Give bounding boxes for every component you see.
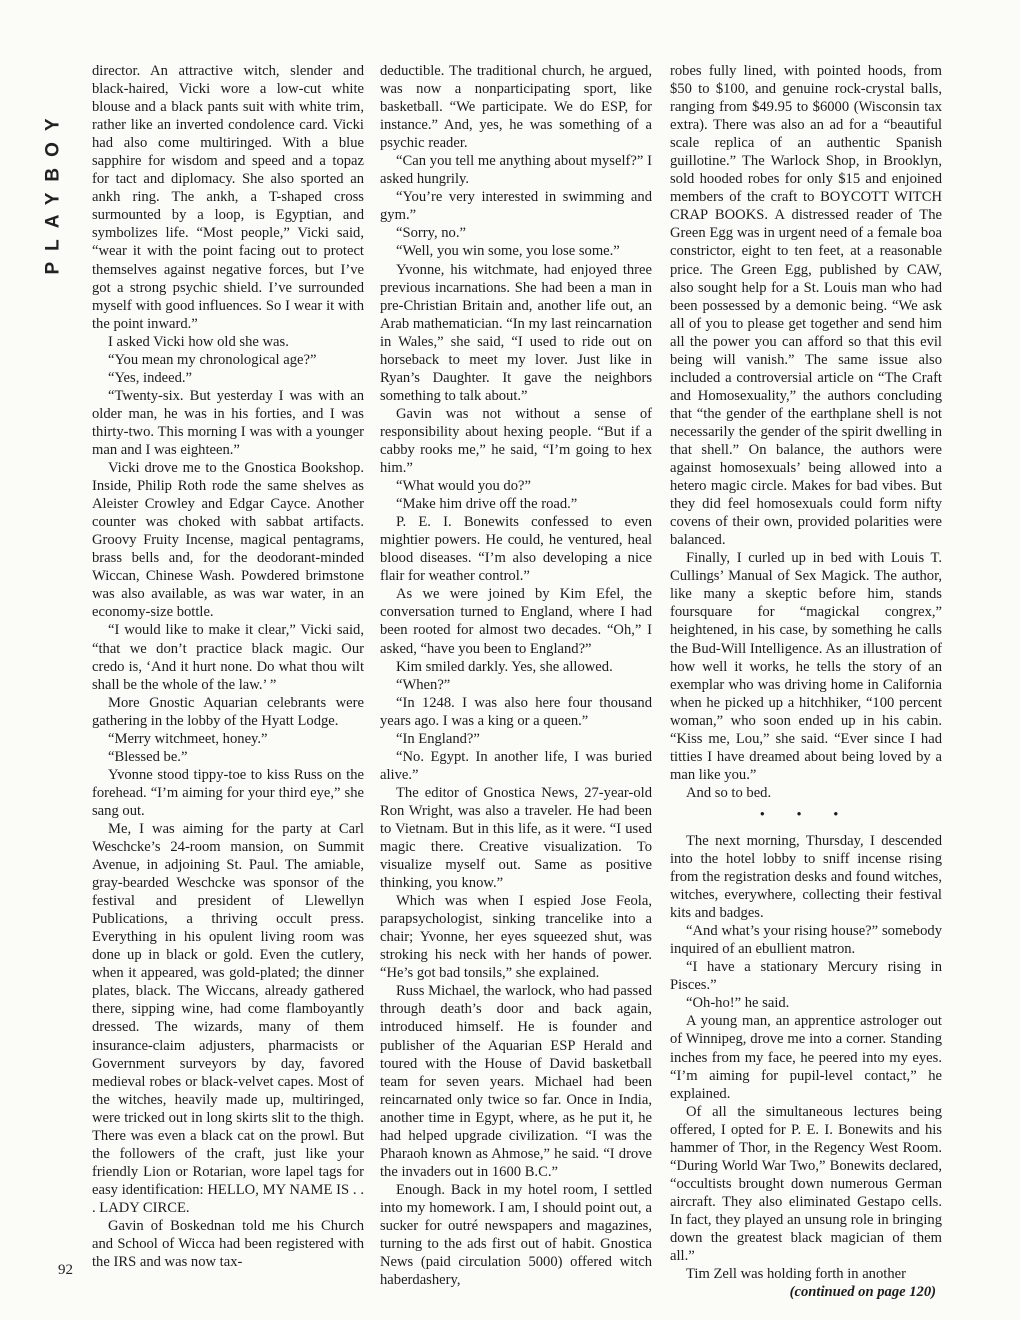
- masthead-text: PLAYBOY: [43, 107, 65, 275]
- paragraph: Which was when I espied Jose Feola, parapsychologist, sinking trancelike into a chair; Yvonne, her eyes squeezed shut, was stroking his neck with her hands of power. “He’s got bad tonsils,” she explained.: [380, 893, 652, 982]
- paragraph: robes fully lined, with pointed hoods, from $50 to $100, and genuine rock-crystal balls, ranging from $49.95 to $6000 (Wisconsin tax extra). There was also an ad for a “beautiful scale replica of an authentic Spanish guillotine.” The Warlock Shop, in Brooklyn, sold hooded robes for only $15 and enjoined members of the craft to BOYCOTT WITCH CRAP BOOKS. A distressed reader of The Green Egg was in urgent need of a female boa constrictor, eight to ten feet, at a reasonable price. The Green Egg, published by CAW, also sought help for a St. Louis man who had been possessed by a demonic being. “We ask all of you to please get together and send him all the power you can afford so that this evil being will vanish.” The same issue also included a controversial article on “The Craft and Homosexuality,” the authors concluding that “the gender of the earthplane shell is not necessarily the gender of the spirit dwelling in that shell.” On balance, the authors were against homosexuals’ being allowed into a hetero magic circle. Makes for bad vibes. But they did feel homosexuals could form nifty covens of their own, provided polarities were balanced.: [670, 63, 942, 549]
- paragraph: Me, I was aiming for the party at Carl Weschcke’s 24-room mansion, on Summit Avenue, in adjoining St. Paul. The amiable, gray-bearded Weschcke was sponsor of the festival and president of Llewellyn Publications, a thriving occult press. Everything in his opulent living room was done up in black or gold. Even the cutlery, when it appeared, was gold-plated; the dinner plates, black. The Wiccans, already gathered there, sipping wine, had come flamboyantly dressed. The wizards, many of them insurance-claim adjusters, pharmacists or Government surveyors by day, favored medieval robes or black-velvet capes. Most of the witches, heavily made up, multiringed, were tricked out in long skirts slit to the thigh. There was even a black cat on the prowl. But the followers of the craft, just like your friendly Lion or Rotarian, wore lapel tags for easy identification: HELLO, MY NAME IS . . . LADY CIRCE.: [92, 820, 364, 1216]
- paragraph: “In England?”: [396, 730, 480, 747]
- text-column-1: [92, 62, 364, 1271]
- paragraph: director. An attractive witch, slender and black-haired, Vicki wore a low-cut white blouse and a black pants suit with white trim, rather like an inverted condolence card. Vicki had also come multiringed. With a blue sapphire for wisdom and speed and a topaz for tact and diplomacy. She also sported an ankh ring. The ankh, a T-shaped cross surmounted by a loop, is Egyptian, and symbolizes life. “Most people,” Vicki said, “wear it with the point facing out to protect themselves against negative forces, but I’ve got a strong psychic shield. I’ve surrounded myself with good influences. So I wear it with the point inward.”: [92, 63, 364, 332]
- paragraph: “Make him drive off the road.”: [396, 496, 578, 513]
- section-break: • • •: [759, 806, 853, 823]
- paragraph: The next morning, Thursday, I descended into the hotel lobby to sniff incense rising from the registration desks and found witches, witches, everywhere, collecting their festival kits and badges.: [670, 832, 942, 922]
- paragraph: “Twenty-six. But yesterday I was with an older man, he was in his forties, and I was thirty-two. This morning I was with a younger man and I was eighteen.”: [92, 387, 364, 458]
- magazine-masthead: [34, 66, 74, 316]
- paragraph: “In 1248. I was also here four thousand years ago. I was a king or a queen.”: [380, 694, 652, 729]
- page-number: 92: [58, 1262, 73, 1278]
- paragraph: “What would you do?”: [396, 478, 531, 495]
- paragraph: “Yes, indeed.”: [108, 369, 193, 386]
- paragraph: As we were joined by Kim Efel, the conversation turned to England, where I had been rooted for almost two decades. “Oh,” I asked, “have you been to England?”: [380, 586, 652, 657]
- paragraph: Tim Zell was holding forth in another: [686, 1266, 906, 1283]
- paragraph: A young man, an apprentice astrologer out of Winnipeg, drove me into a corner. Standing inches from my face, he peered into my eyes. “I’m aiming for pupil-level contact,” he explained.: [670, 1013, 942, 1102]
- paragraph: I asked Vicki how old she was.: [108, 333, 289, 350]
- paragraph: “Sorry, no.”: [396, 225, 466, 242]
- paragraph: Yvonne, his witchmate, had enjoyed three previous incarnations. She had been a man in pre-Christian Britain and, another life out, an Arab mathematician. “In my last reincarnation in Wales,” she said, “I used to ride out on horseback to meet my lover. Just like in Ryan’s Daughter. It gave the neighbors something to talk about.”: [380, 261, 652, 404]
- paragraph: “And what’s your rising house?” somebody inquired of an ebullient matron.: [670, 923, 942, 958]
- paragraph: Vicki drove me to the Gnostica Bookshop. Inside, Philip Roth rode the same shelves as Aleister Crowley and Edgar Cayce. Another counter was choked with sabbat artifacts. Groovy Fruity Incense, magical pentagrams, brass bells and, for the deodorant-minded Wiccan, Chinese Wash. Powdered brimstone was also available, as was war water, in an economy-size bottle.: [92, 460, 364, 621]
- text-column-3: [670, 62, 942, 1301]
- paragraph: “Can you tell me anything about myself?” I asked hungrily.: [380, 153, 652, 188]
- paragraph: “Well, you win some, you lose some.”: [396, 243, 620, 260]
- paragraph: Yvonne stood tippy-toe to kiss Russ on the forehead. “I’m aiming for your third eye,” she sang out.: [92, 766, 364, 819]
- paragraph: “You mean my chronological age?”: [108, 351, 317, 368]
- paragraph: Kim smiled darkly. Yes, she allowed.: [396, 658, 613, 675]
- paragraph: “When?”: [396, 676, 451, 693]
- paragraph: Gavin of Boskednan told me his Church and School of Wicca had been registered with the IRS and was now tax-: [92, 1218, 364, 1271]
- paragraph: “Blessed be.”: [108, 748, 188, 765]
- paragraph: Russ Michael, the warlock, who had passed through death’s door and back again, introduced himself. He is founder and publisher of the Aquarian ESP Herald and toured with the House of David basketball team for seven years. Michael had been reincarnated only twice so far. Once in India, another time in Egypt, where, as he put it, he had helped upgrade civilization. “I was the Pharaoh known as Ahmose,” he said. “I drove the invaders out in 1600 B.C.”: [380, 983, 652, 1180]
- paragraph: P. E. I. Bonewits confessed to even mightier powers. He could, he ventured, heal blood diseases. “I’m also developing a nice flair for weather control.”: [380, 514, 652, 585]
- paragraph: “Oh-ho!” he said.: [686, 995, 790, 1012]
- paragraph: “I would like to make it clear,” Vicki said, “that we don’t practice black magic. Our credo is, ‘And it hurt none. Do what thou wilt shall be the whole of the law.’ ”: [92, 622, 364, 693]
- continued-on-page: (continued on page 120): [789, 1284, 936, 1301]
- paragraph: “I have a stationary Mercury rising in Pisces.”: [670, 959, 942, 994]
- text-column-2: [380, 62, 652, 1289]
- paragraph: “No. Egypt. In another life, I was buried alive.”: [380, 748, 652, 783]
- paragraph: More Gnostic Aquarian celebrants were gathering in the lobby of the Hyatt Lodge.: [92, 694, 364, 729]
- paragraph: Finally, I curled up in bed with Louis T. Cullings’ Manual of Sex Magick. The author, like many a skeptic before him, stands foursquare for “magickal congrex,” heightened, in his case, by something he calls the Bud-Will Intelligence. As an illustration of how well it works, he tells the story of an exemplar who was driving home in California when he picked up a hitchhiker, “100 percent woman,” who soon ended up in his cabin. “Kiss me, Lou,” she said. “Ever since I had titties I have dreamed about being loved by a man like you.”: [670, 550, 942, 783]
- paragraph: Enough. Back in my hotel room, I settled into my homework. I am, I should point out, a sucker for outré newspapers and magazines, turning to the ads first out of habit. Gnostica News (paid circulation 5000) offered witch haberdashery,: [380, 1181, 652, 1289]
- paragraph: Gavin was not without a sense of responsibility about hexing people. “But if a cabby rooks me,” he said, “I’m going to hex him.”: [380, 405, 652, 477]
- paragraph: Of all the simultaneous lectures being offered, I opted for P. E. I. Bonewits and his hammer of Thor, in the Regency West Room. “During World War Two,” Bonewits declared, “occultists brought down numerous German aircraft. They also eliminated Gestapo cells. In fact, they played an unsung role in bringing down the greatest black magician of them all.”: [670, 1103, 942, 1265]
- paragraph: “You’re very interested in swimming and gym.”: [380, 189, 652, 224]
- paragraph: “Merry witchmeet, honey.”: [108, 730, 268, 747]
- paragraph: And so to bed.: [686, 784, 772, 801]
- paragraph: deductible. The traditional church, he argued, was now a nonparticipating sport, like basketball. “We participate. We do ESP, for instance.” And, yes, he was something of a psychic reader.: [380, 63, 652, 152]
- paragraph: The editor of Gnostica News, 27-year-old Ron Wright, was also a traveler. He had been to Vietnam. But in this life, as it were. “I used magic there. Creative visualization. To visualize myself out. Same as positive thinking, you know.”: [380, 784, 652, 892]
